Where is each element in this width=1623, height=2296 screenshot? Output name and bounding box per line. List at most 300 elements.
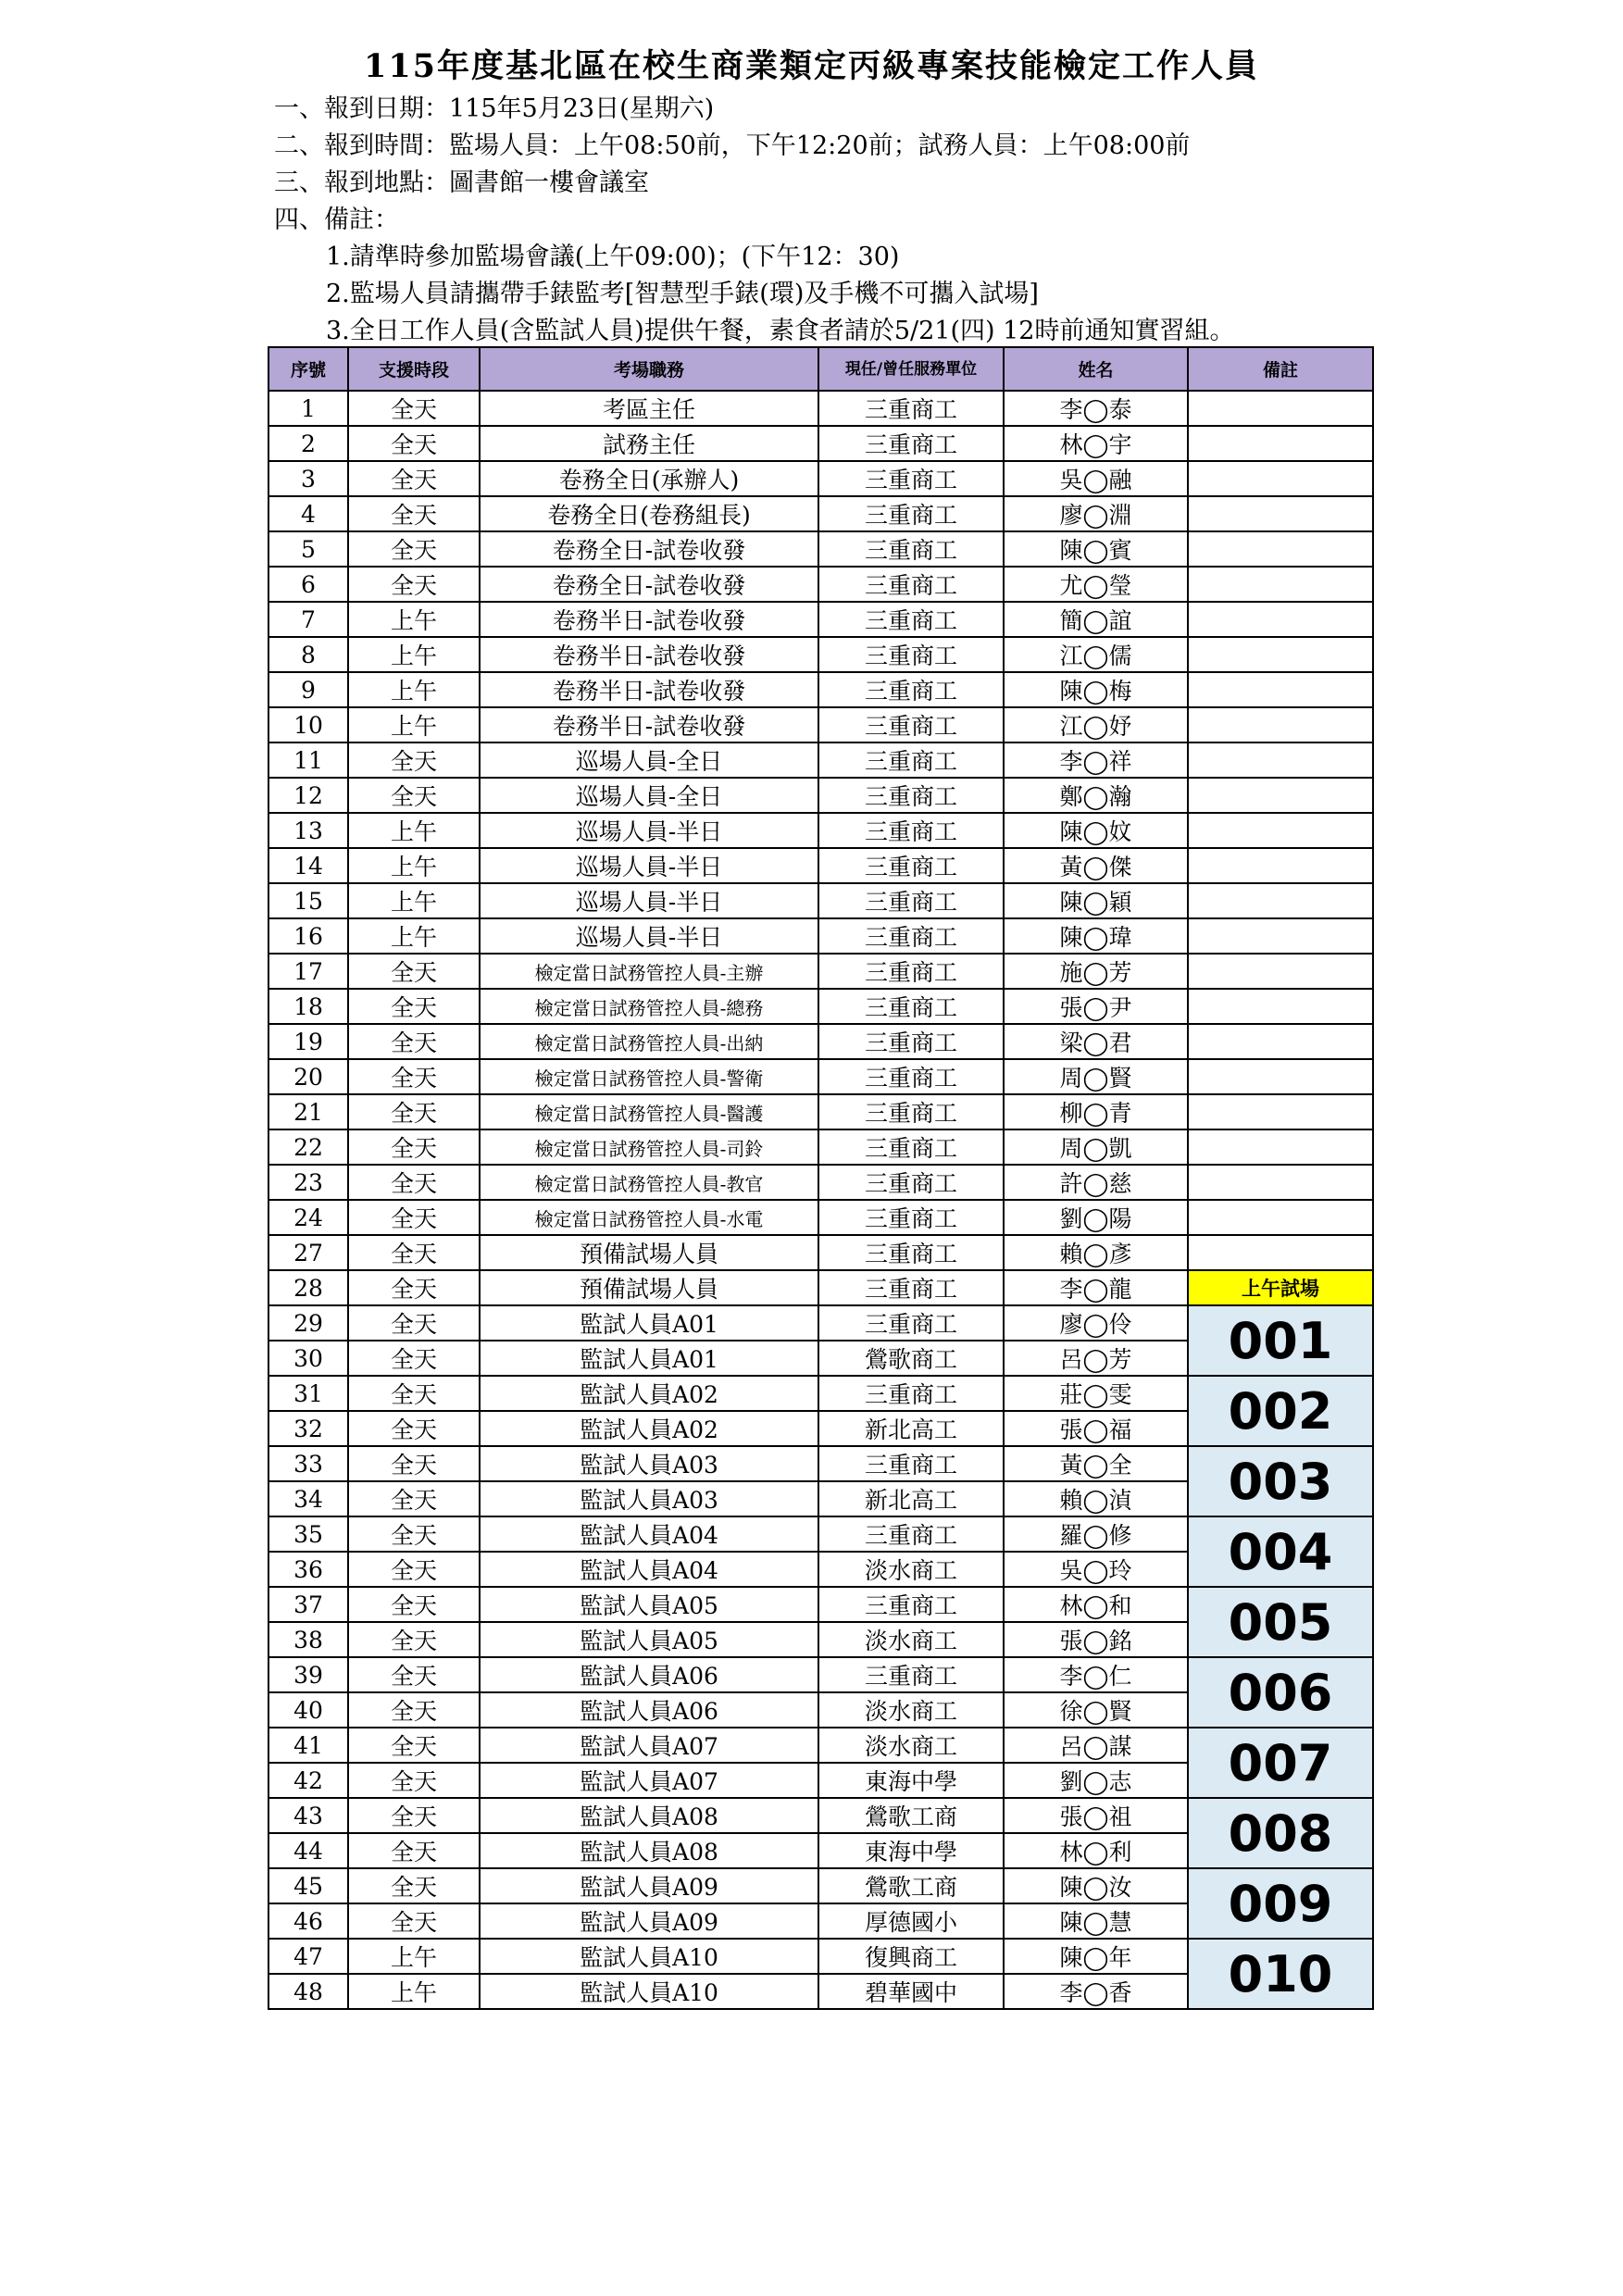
cell-name: 陳◯慧 bbox=[1004, 1903, 1188, 1939]
cell-period: 全天 bbox=[348, 1833, 480, 1868]
cell-seq: 46 bbox=[268, 1903, 348, 1939]
cell-seq: 44 bbox=[268, 1833, 348, 1868]
cell-duty: 考區主任 bbox=[480, 391, 818, 426]
cell-period: 全天 bbox=[348, 954, 480, 989]
table-row bbox=[268, 1868, 1373, 1903]
cell-period: 上午 bbox=[348, 918, 480, 954]
table-row bbox=[268, 426, 1373, 461]
cell-seq: 3 bbox=[268, 461, 348, 496]
cell-seq: 5 bbox=[268, 531, 348, 567]
cell-period: 全天 bbox=[348, 1516, 480, 1552]
note-remarks-heading: 四、備註： bbox=[274, 206, 399, 234]
cell-period: 全天 bbox=[348, 1481, 480, 1516]
header-duty: 考場職務 bbox=[480, 347, 818, 391]
cell-seq: 13 bbox=[268, 813, 348, 848]
cell-duty: 監試人員A05 bbox=[480, 1622, 818, 1657]
cell-name: 呂◯芳 bbox=[1004, 1341, 1188, 1376]
cell-duty: 檢定當日試務管控人員-司鈴 bbox=[480, 1129, 818, 1165]
cell-name: 周◯賢 bbox=[1004, 1059, 1188, 1094]
cell-duty: 監試人員A02 bbox=[480, 1376, 818, 1411]
morning-room-label: 上午試場 bbox=[1188, 1270, 1373, 1305]
cell-duty: 卷務半日-試卷收發 bbox=[480, 707, 818, 742]
cell-unit: 淡水商工 bbox=[818, 1552, 1004, 1587]
table-row bbox=[268, 954, 1373, 989]
cell-unit: 新北高工 bbox=[818, 1411, 1004, 1446]
cell-unit: 三重商工 bbox=[818, 1270, 1004, 1305]
cell-seq: 19 bbox=[268, 1024, 348, 1059]
cell-seq: 14 bbox=[268, 848, 348, 883]
cell-name: 陳◯穎 bbox=[1004, 883, 1188, 918]
cell-period: 上午 bbox=[348, 1939, 480, 1974]
cell-unit: 三重商工 bbox=[818, 1587, 1004, 1622]
cell-unit: 鶯歌工商 bbox=[818, 1868, 1004, 1903]
cell-name: 鄭◯瀚 bbox=[1004, 778, 1188, 813]
cell-name: 陳◯年 bbox=[1004, 1939, 1188, 1974]
cell-remark bbox=[1188, 567, 1373, 602]
cell-period: 上午 bbox=[348, 813, 480, 848]
cell-seq: 4 bbox=[268, 496, 348, 531]
sub-note-1: 1.請準時參加監場會議(上午09:00)；(下午12：30) bbox=[326, 243, 900, 271]
cell-period: 全天 bbox=[348, 426, 480, 461]
cell-remark bbox=[1188, 602, 1373, 637]
cell-seq: 7 bbox=[268, 602, 348, 637]
cell-unit: 三重商工 bbox=[818, 496, 1004, 531]
room-number: 007 bbox=[1188, 1728, 1373, 1798]
cell-name: 周◯凱 bbox=[1004, 1129, 1188, 1165]
cell-seq: 45 bbox=[268, 1868, 348, 1903]
cell-remark bbox=[1188, 883, 1373, 918]
cell-unit: 新北高工 bbox=[818, 1481, 1004, 1516]
table-row bbox=[268, 1024, 1373, 1059]
cell-name: 柳◯青 bbox=[1004, 1094, 1188, 1129]
cell-unit: 淡水商工 bbox=[818, 1728, 1004, 1763]
cell-period: 全天 bbox=[348, 1376, 480, 1411]
cell-name: 陳◯妏 bbox=[1004, 813, 1188, 848]
cell-seq: 23 bbox=[268, 1165, 348, 1200]
cell-period: 上午 bbox=[348, 672, 480, 707]
cell-duty: 監試人員A03 bbox=[480, 1481, 818, 1516]
cell-seq: 20 bbox=[268, 1059, 348, 1094]
cell-duty: 檢定當日試務管控人員-出納 bbox=[480, 1024, 818, 1059]
cell-period: 全天 bbox=[348, 1798, 480, 1833]
header-seq: 序號 bbox=[268, 347, 348, 391]
cell-remark bbox=[1188, 954, 1373, 989]
cell-remark bbox=[1188, 918, 1373, 954]
cell-name: 李◯祥 bbox=[1004, 742, 1188, 778]
cell-duty: 監試人員A01 bbox=[480, 1305, 818, 1341]
cell-name: 張◯祖 bbox=[1004, 1798, 1188, 1833]
cell-remark bbox=[1188, 1094, 1373, 1129]
cell-unit: 三重商工 bbox=[818, 989, 1004, 1024]
cell-period: 全天 bbox=[348, 1129, 480, 1165]
cell-seq: 2 bbox=[268, 426, 348, 461]
cell-duty: 檢定當日試務管控人員-醫護 bbox=[480, 1094, 818, 1129]
table-row bbox=[268, 1798, 1373, 1833]
cell-period: 上午 bbox=[348, 848, 480, 883]
cell-name: 李◯仁 bbox=[1004, 1657, 1188, 1692]
cell-period: 全天 bbox=[348, 1552, 480, 1587]
cell-duty: 檢定當日試務管控人員-總務 bbox=[480, 989, 818, 1024]
cell-unit: 鶯歌商工 bbox=[818, 1341, 1004, 1376]
cell-unit: 三重商工 bbox=[818, 707, 1004, 742]
table-row bbox=[268, 1129, 1373, 1165]
cell-name: 林◯和 bbox=[1004, 1587, 1188, 1622]
cell-seq: 29 bbox=[268, 1305, 348, 1341]
cell-remark bbox=[1188, 813, 1373, 848]
cell-name: 賴◯湞 bbox=[1004, 1481, 1188, 1516]
cell-name: 吳◯玲 bbox=[1004, 1552, 1188, 1587]
cell-unit: 三重商工 bbox=[818, 602, 1004, 637]
cell-duty: 監試人員A07 bbox=[480, 1763, 818, 1798]
room-number: 004 bbox=[1188, 1516, 1373, 1587]
cell-unit: 三重商工 bbox=[818, 1165, 1004, 1200]
cell-duty: 檢定當日試務管控人員-主辦 bbox=[480, 954, 818, 989]
cell-remark bbox=[1188, 672, 1373, 707]
notice-section bbox=[274, 91, 1234, 350]
table-row bbox=[268, 813, 1373, 848]
cell-duty: 檢定當日試務管控人員-水電 bbox=[480, 1200, 818, 1235]
cell-duty: 監試人員A05 bbox=[480, 1587, 818, 1622]
cell-unit: 三重商工 bbox=[818, 1376, 1004, 1411]
table-row bbox=[268, 989, 1373, 1024]
room-number: 001 bbox=[1188, 1305, 1373, 1376]
cell-duty: 監試人員A10 bbox=[480, 1974, 818, 2009]
note-location: 三、報到地點：圖書館一樓會議室 bbox=[274, 168, 649, 197]
cell-duty: 監試人員A02 bbox=[480, 1411, 818, 1446]
cell-duty: 卷務全日(卷務組長) bbox=[480, 496, 818, 531]
table-row bbox=[268, 1165, 1373, 1200]
cell-duty: 監試人員A04 bbox=[480, 1552, 818, 1587]
table-row bbox=[268, 742, 1373, 778]
cell-duty: 監試人員A04 bbox=[480, 1516, 818, 1552]
cell-unit: 東海中學 bbox=[818, 1833, 1004, 1868]
cell-unit: 三重商工 bbox=[818, 778, 1004, 813]
cell-name: 廖◯伶 bbox=[1004, 1305, 1188, 1341]
page-title: 115年度基北區在校生商業類定丙級專案技能檢定工作人員 bbox=[363, 47, 1260, 85]
cell-seq: 48 bbox=[268, 1974, 348, 2009]
cell-duty: 監試人員A09 bbox=[480, 1868, 818, 1903]
cell-duty: 巡場人員-半日 bbox=[480, 848, 818, 883]
cell-seq: 18 bbox=[268, 989, 348, 1024]
cell-seq: 10 bbox=[268, 707, 348, 742]
cell-remark bbox=[1188, 496, 1373, 531]
cell-duty: 預備試場人員 bbox=[480, 1270, 818, 1305]
cell-name: 黃◯全 bbox=[1004, 1446, 1188, 1481]
cell-duty: 卷務全日-試卷收發 bbox=[480, 531, 818, 567]
cell-name: 黃◯傑 bbox=[1004, 848, 1188, 883]
cell-seq: 36 bbox=[268, 1552, 348, 1587]
cell-seq: 30 bbox=[268, 1341, 348, 1376]
cell-seq: 40 bbox=[268, 1692, 348, 1728]
staff-table bbox=[268, 346, 1374, 2010]
header-period: 支援時段 bbox=[348, 347, 480, 391]
cell-unit: 淡水商工 bbox=[818, 1622, 1004, 1657]
table-row bbox=[268, 1939, 1373, 1974]
header-unit: 現任/曾任服務單位 bbox=[818, 347, 1004, 391]
cell-seq: 28 bbox=[268, 1270, 348, 1305]
table-row bbox=[268, 391, 1373, 426]
cell-duty: 監試人員A07 bbox=[480, 1728, 818, 1763]
cell-remark bbox=[1188, 637, 1373, 672]
cell-name: 吳◯融 bbox=[1004, 461, 1188, 496]
cell-duty: 卷務半日-試卷收發 bbox=[480, 672, 818, 707]
cell-unit: 三重商工 bbox=[818, 742, 1004, 778]
cell-remark bbox=[1188, 1165, 1373, 1200]
cell-duty: 監試人員A03 bbox=[480, 1446, 818, 1481]
cell-unit: 三重商工 bbox=[818, 1024, 1004, 1059]
cell-name: 尤◯瑩 bbox=[1004, 567, 1188, 602]
cell-name: 張◯尹 bbox=[1004, 989, 1188, 1024]
cell-duty: 試務主任 bbox=[480, 426, 818, 461]
cell-seq: 12 bbox=[268, 778, 348, 813]
cell-unit: 三重商工 bbox=[818, 954, 1004, 989]
cell-period: 全天 bbox=[348, 1763, 480, 1798]
cell-period: 上午 bbox=[348, 637, 480, 672]
table-row bbox=[268, 1587, 1373, 1622]
cell-duty: 巡場人員-半日 bbox=[480, 813, 818, 848]
cell-period: 全天 bbox=[348, 1692, 480, 1728]
cell-period: 全天 bbox=[348, 1868, 480, 1903]
cell-unit: 三重商工 bbox=[818, 813, 1004, 848]
table-header-row bbox=[268, 347, 1373, 391]
cell-period: 全天 bbox=[348, 567, 480, 602]
table-row bbox=[268, 1270, 1373, 1305]
cell-name: 李◯泰 bbox=[1004, 391, 1188, 426]
cell-period: 全天 bbox=[348, 1059, 480, 1094]
table-row bbox=[268, 1376, 1373, 1411]
table-row bbox=[268, 848, 1373, 883]
cell-unit: 復興商工 bbox=[818, 1939, 1004, 1974]
cell-unit: 三重商工 bbox=[818, 531, 1004, 567]
cell-seq: 42 bbox=[268, 1763, 348, 1798]
cell-remark bbox=[1188, 848, 1373, 883]
cell-name: 張◯福 bbox=[1004, 1411, 1188, 1446]
cell-duty: 巡場人員-全日 bbox=[480, 742, 818, 778]
cell-duty: 卷務半日-試卷收發 bbox=[480, 602, 818, 637]
table-row bbox=[268, 1516, 1373, 1552]
cell-seq: 27 bbox=[268, 1235, 348, 1270]
cell-remark bbox=[1188, 989, 1373, 1024]
cell-seq: 16 bbox=[268, 918, 348, 954]
cell-seq: 34 bbox=[268, 1481, 348, 1516]
cell-unit: 碧華國中 bbox=[818, 1974, 1004, 2009]
cell-name: 羅◯修 bbox=[1004, 1516, 1188, 1552]
cell-seq: 6 bbox=[268, 567, 348, 602]
note-time: 二、報到時間：監場人員：上午08:50前，下午12:20前；試務人員：上午08:00前 bbox=[274, 131, 1191, 160]
cell-period: 全天 bbox=[348, 391, 480, 426]
cell-seq: 41 bbox=[268, 1728, 348, 1763]
cell-period: 全天 bbox=[348, 1411, 480, 1446]
table-row bbox=[268, 918, 1373, 954]
cell-unit: 三重商工 bbox=[818, 391, 1004, 426]
cell-period: 全天 bbox=[348, 531, 480, 567]
room-number: 002 bbox=[1188, 1376, 1373, 1446]
cell-name: 賴◯彥 bbox=[1004, 1235, 1188, 1270]
cell-unit: 三重商工 bbox=[818, 1446, 1004, 1481]
cell-period: 全天 bbox=[348, 1446, 480, 1481]
cell-name: 呂◯謀 bbox=[1004, 1728, 1188, 1763]
table-row bbox=[268, 461, 1373, 496]
cell-unit: 三重商工 bbox=[818, 637, 1004, 672]
cell-seq: 8 bbox=[268, 637, 348, 672]
cell-seq: 21 bbox=[268, 1094, 348, 1129]
cell-name: 林◯宇 bbox=[1004, 426, 1188, 461]
cell-period: 上午 bbox=[348, 1974, 480, 2009]
cell-period: 全天 bbox=[348, 1587, 480, 1622]
table-row bbox=[268, 707, 1373, 742]
table-row bbox=[268, 1200, 1373, 1235]
cell-seq: 43 bbox=[268, 1798, 348, 1833]
cell-unit: 三重商工 bbox=[818, 1094, 1004, 1129]
table-row bbox=[268, 637, 1373, 672]
table-row bbox=[268, 531, 1373, 567]
cell-remark bbox=[1188, 1129, 1373, 1165]
cell-duty: 監試人員A08 bbox=[480, 1833, 818, 1868]
cell-remark bbox=[1188, 461, 1373, 496]
cell-name: 李◯龍 bbox=[1004, 1270, 1188, 1305]
cell-unit: 三重商工 bbox=[818, 1657, 1004, 1692]
cell-period: 上午 bbox=[348, 883, 480, 918]
cell-period: 全天 bbox=[348, 1305, 480, 1341]
table-row bbox=[268, 672, 1373, 707]
cell-remark bbox=[1188, 391, 1373, 426]
cell-duty: 監試人員A08 bbox=[480, 1798, 818, 1833]
cell-duty: 檢定當日試務管控人員-教官 bbox=[480, 1165, 818, 1200]
cell-seq: 24 bbox=[268, 1200, 348, 1235]
cell-unit: 三重商工 bbox=[818, 848, 1004, 883]
header-remark: 備註 bbox=[1188, 347, 1373, 391]
table-row bbox=[268, 883, 1373, 918]
cell-seq: 15 bbox=[268, 883, 348, 918]
cell-seq: 31 bbox=[268, 1376, 348, 1411]
cell-duty: 預備試場人員 bbox=[480, 1235, 818, 1270]
cell-period: 上午 bbox=[348, 707, 480, 742]
cell-name: 陳◯梅 bbox=[1004, 672, 1188, 707]
cell-unit: 三重商工 bbox=[818, 672, 1004, 707]
cell-duty: 檢定當日試務管控人員-警衛 bbox=[480, 1059, 818, 1094]
cell-period: 上午 bbox=[348, 602, 480, 637]
cell-remark bbox=[1188, 1059, 1373, 1094]
cell-unit: 淡水商工 bbox=[818, 1692, 1004, 1728]
table-body bbox=[268, 391, 1373, 2009]
room-number: 005 bbox=[1188, 1587, 1373, 1657]
cell-period: 全天 bbox=[348, 1341, 480, 1376]
cell-remark bbox=[1188, 707, 1373, 742]
cell-name: 林◯利 bbox=[1004, 1833, 1188, 1868]
cell-period: 全天 bbox=[348, 778, 480, 813]
cell-period: 全天 bbox=[348, 1622, 480, 1657]
cell-seq: 33 bbox=[268, 1446, 348, 1481]
cell-seq: 1 bbox=[268, 391, 348, 426]
cell-remark bbox=[1188, 1024, 1373, 1059]
cell-name: 徐◯賢 bbox=[1004, 1692, 1188, 1728]
cell-period: 全天 bbox=[348, 1024, 480, 1059]
table-row bbox=[268, 778, 1373, 813]
cell-unit: 三重商工 bbox=[818, 1235, 1004, 1270]
cell-duty: 監試人員A10 bbox=[480, 1939, 818, 1974]
cell-duty: 監試人員A06 bbox=[480, 1692, 818, 1728]
cell-name: 劉◯陽 bbox=[1004, 1200, 1188, 1235]
cell-duty: 卷務半日-試卷收發 bbox=[480, 637, 818, 672]
cell-duty: 監試人員A09 bbox=[480, 1903, 818, 1939]
table-row bbox=[268, 496, 1373, 531]
cell-seq: 47 bbox=[268, 1939, 348, 1974]
cell-period: 全天 bbox=[348, 1657, 480, 1692]
sub-note-2: 2.監場人員請攜帶手錶監考[智慧型手錶(環)及手機不可攜入試場] bbox=[326, 280, 1039, 308]
sub-note-3: 3.全日工作人員(含監試人員)提供午餐，素食者請於5/21(四) 12時前通知實習組。 bbox=[326, 317, 1235, 345]
cell-seq: 39 bbox=[268, 1657, 348, 1692]
cell-name: 廖◯淵 bbox=[1004, 496, 1188, 531]
room-number: 010 bbox=[1188, 1939, 1373, 2009]
table-row bbox=[268, 1059, 1373, 1094]
room-number: 008 bbox=[1188, 1798, 1373, 1868]
cell-name: 陳◯汝 bbox=[1004, 1868, 1188, 1903]
cell-unit: 三重商工 bbox=[818, 567, 1004, 602]
cell-remark bbox=[1188, 1200, 1373, 1235]
cell-remark bbox=[1188, 426, 1373, 461]
cell-duty: 卷務全日(承辦人) bbox=[480, 461, 818, 496]
cell-period: 全天 bbox=[348, 1094, 480, 1129]
cell-unit: 東海中學 bbox=[818, 1763, 1004, 1798]
note-date: 一、報到日期：115年5月23日(星期六) bbox=[274, 94, 715, 123]
cell-duty: 巡場人員-半日 bbox=[480, 918, 818, 954]
cell-unit: 三重商工 bbox=[818, 1129, 1004, 1165]
room-number: 003 bbox=[1188, 1446, 1373, 1516]
cell-duty: 監試人員A01 bbox=[480, 1341, 818, 1376]
cell-unit: 三重商工 bbox=[818, 1305, 1004, 1341]
cell-period: 全天 bbox=[348, 742, 480, 778]
cell-seq: 35 bbox=[268, 1516, 348, 1552]
cell-duty: 卷務全日-試卷收發 bbox=[480, 567, 818, 602]
cell-name: 簡◯誼 bbox=[1004, 602, 1188, 637]
cell-name: 李◯香 bbox=[1004, 1974, 1188, 2009]
cell-remark bbox=[1188, 778, 1373, 813]
table-row bbox=[268, 602, 1373, 637]
cell-seq: 38 bbox=[268, 1622, 348, 1657]
table-row bbox=[268, 567, 1373, 602]
cell-period: 全天 bbox=[348, 1235, 480, 1270]
table-row bbox=[268, 1235, 1373, 1270]
table-row bbox=[268, 1094, 1373, 1129]
cell-unit: 三重商工 bbox=[818, 1200, 1004, 1235]
cell-unit: 三重商工 bbox=[818, 918, 1004, 954]
cell-remark bbox=[1188, 742, 1373, 778]
cell-seq: 32 bbox=[268, 1411, 348, 1446]
table-row bbox=[268, 1728, 1373, 1763]
cell-period: 全天 bbox=[348, 1200, 480, 1235]
cell-seq: 22 bbox=[268, 1129, 348, 1165]
cell-name: 張◯銘 bbox=[1004, 1622, 1188, 1657]
cell-seq: 37 bbox=[268, 1587, 348, 1622]
cell-unit: 三重商工 bbox=[818, 883, 1004, 918]
cell-remark bbox=[1188, 531, 1373, 567]
table-row bbox=[268, 1446, 1373, 1481]
cell-name: 許◯慈 bbox=[1004, 1165, 1188, 1200]
cell-name: 施◯芳 bbox=[1004, 954, 1188, 989]
cell-name: 陳◯賓 bbox=[1004, 531, 1188, 567]
cell-unit: 鶯歌工商 bbox=[818, 1798, 1004, 1833]
cell-seq: 9 bbox=[268, 672, 348, 707]
cell-duty: 巡場人員-半日 bbox=[480, 883, 818, 918]
cell-name: 劉◯志 bbox=[1004, 1763, 1188, 1798]
cell-period: 全天 bbox=[348, 496, 480, 531]
cell-unit: 三重商工 bbox=[818, 1516, 1004, 1552]
cell-unit: 厚德國小 bbox=[818, 1903, 1004, 1939]
table-row bbox=[268, 1657, 1373, 1692]
cell-duty: 巡場人員-全日 bbox=[480, 778, 818, 813]
cell-name: 梁◯君 bbox=[1004, 1024, 1188, 1059]
cell-period: 全天 bbox=[348, 461, 480, 496]
